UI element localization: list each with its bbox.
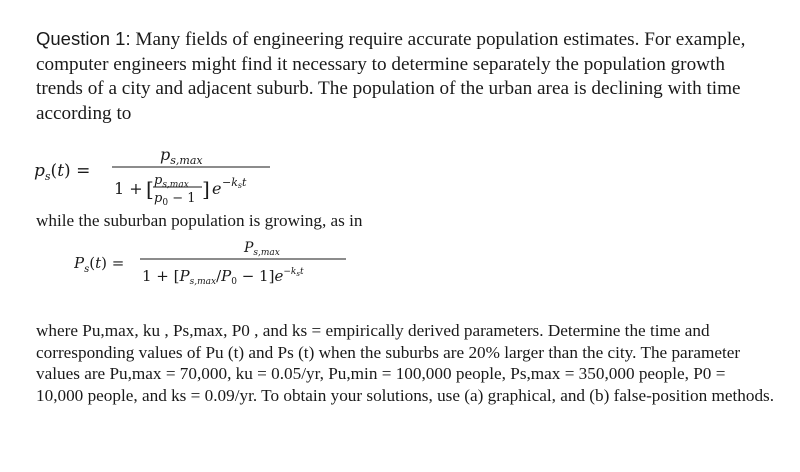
question-intro-text: Many fields of engineering require accurate population estimates. For example, computer engineers might find it necessary to determine separately the population growth trends of a city and adjacent suburb. The population of the urban area is declining with time according to	[36, 29, 746, 124]
question-intro	[36, 27, 776, 126]
equation-1-exponential: e	[212, 179, 222, 198]
equation-1-lhs: $p_s(t)$ =	[34, 161, 91, 183]
equation-1-right-bracket: ]	[202, 177, 210, 201]
equation-1-left-bracket: [	[146, 177, 154, 201]
equation-2-denominator: $1 + [P_{s,max}/P_0 - 1]e^{-k}st$	[142, 267, 304, 287]
between-text: while the suburban population is growing, as in	[36, 211, 363, 230]
equation-1-exponent: −kst	[222, 176, 247, 190]
equation-2	[74, 238, 364, 296]
equation-1-inner-numerator: $p_{s,max}$	[154, 173, 189, 190]
equation-2-lhs: $P_s(t)$ =	[74, 254, 125, 275]
equation-1-inner-denominator: $p_0 - 1$	[154, 191, 196, 208]
equation-2-numerator: $P_{s,max}$	[244, 240, 280, 258]
equation-1-numerator: $p_{s,max}$	[160, 145, 203, 167]
question-label: Question 1:	[36, 28, 131, 49]
equation-1	[30, 140, 280, 208]
parameters-text: where Pu,max, ku , Ps,max, P0 , and ks = empirically derived parameters. Determine the time and corresponding values of Pu (t) and Ps (t) when the suburbs are 20% larger than the city. The parameter values are Pu,max = 70,000, ku = 0.05/yr, Pu,min = 100,000 people, Ps,max = 350,000 people, P0 = 10,000 people, and ks = 0.09/yr. To obtain your solutions, use (a) graphical, and (b) false-position methods.	[36, 321, 775, 405]
equation-1-denominator-one: 1 +	[114, 179, 143, 198]
